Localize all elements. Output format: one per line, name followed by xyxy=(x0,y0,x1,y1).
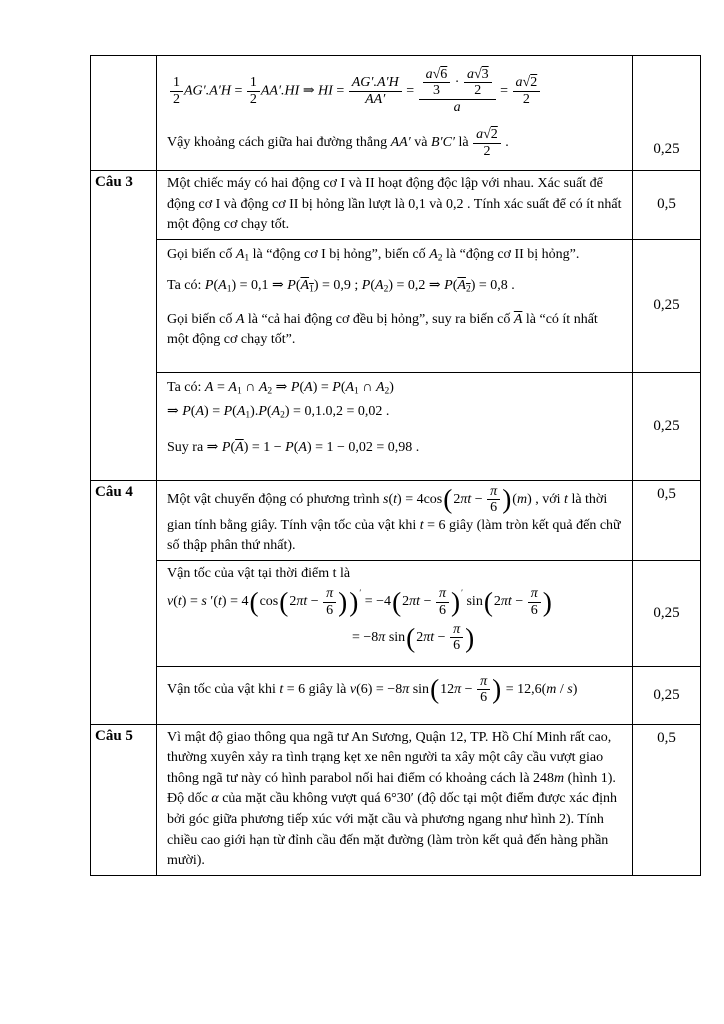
question-label-cau-4: Câu 4 xyxy=(91,480,157,724)
cau4-velocity-at-t6: Vận tốc của vật khi t = 6 giây là v(6) = −8π sin(12π − $\frac{\pi}{6}$ ) = 12,6(m / s) xyxy=(167,673,578,706)
score-cell: 0,25 xyxy=(633,666,701,724)
cau3-result: Suy ra ⇒ $P(\overline{A}) = 1 - P(A) = 1 - 0,02 = 0,98$ . xyxy=(167,439,420,455)
cau4-solution-step2 xyxy=(157,666,633,724)
table-row xyxy=(91,480,701,560)
cau3-solution-step1 xyxy=(157,239,633,372)
cau5-statement: Vì mật độ giao thông qua ngã tư An Sương, Quận 12, TP. Hồ Chí Minh rất cao, thường xuyên xảy ra tình trạng kẹt xe nên người ta xây một cây cầu vượt giao thông ngã tư này có hình parabol nối hai điểm có khoảng cách là 248m (hình 1). Độ dốc α của mặt cầu không vượt quá 6°30′ (độ dốc tại một điểm được xác định bởi góc giữa phương tiếp xúc với mặt cầu và phương ngang như hình 2). Tính chiều cao giới hạn từ đỉnh cầu đến mặt đường (làm tròn kết quả đến hàng phần mười). xyxy=(157,724,633,875)
table-row xyxy=(91,666,701,724)
score-cell: 0,5 xyxy=(633,171,701,240)
table-row xyxy=(91,171,701,240)
table-row xyxy=(91,239,701,372)
formula-hi-derivation: $\frac{1}{2}$ AG′.A′H = $\frac{1}{2}$ AA′.HI ⇒ HI = $\frac{AG'.A'H}{AA'}$ = $\frac{a√6}{3}$ · $\frac{a√3}{2}$ a = $\frac{a√2}{2}$ xyxy=(169,67,623,115)
cau4-velocity-intro: Vận tốc của vật tại thời điểm t là xyxy=(167,565,351,581)
score-cell: 0,25 xyxy=(633,56,701,171)
cau4-derivative: v(t) = s ′(t) = 4(cos(2πt − $\frac{\pi}{6}$ ))′ = −4(2πt − $\frac{\pi}{6}$ )′ sin(2πt − $\frac{\pi}{6}$ ) xyxy=(167,586,552,618)
cau3-complement-event: Gọi biến cố A là “cả hai động cơ đều bị hỏng”, suy ra biến cố $\overline{A}$ là “có ít nhất một động cơ chạy tốt”. xyxy=(167,311,598,348)
question-label-cau-5: Câu 5 xyxy=(91,724,157,875)
table-row xyxy=(91,372,701,480)
cau3-solution-step2 xyxy=(157,372,633,480)
cau4-derivative-simplified: = −8π sin(2πt − $\frac{\pi}{6}$ ) xyxy=(352,622,475,654)
table-row xyxy=(91,560,701,666)
question-label-cau-3: Câu 3 xyxy=(91,171,157,481)
score-cell: 0,5 xyxy=(633,480,701,560)
cau3-define-events: Gọi biến cố $A_1$ là “động cơ I bị hỏng”, biến cố $A_2$ là “động cơ II bị hỏng”. xyxy=(167,246,580,264)
score-cell: 0,5 xyxy=(633,724,701,875)
conclusion-distance: Vậy khoảng cách giữa hai đường thẳng AA′ và B′C′ là $\frac{a√2}{2}$ . xyxy=(167,127,509,159)
score-cell: 0,25 xyxy=(633,239,701,372)
cau3-statement: Một chiếc máy có hai động cơ I và II hoạt động độc lập với nhau. Xác suất để động cơ I và động cơ II bị hỏng lần lượt là 0,1 và 0,2 . Tính xác suất để có ít nhất một động cơ chạy tốt. xyxy=(157,171,633,240)
cau4-solution-step1 xyxy=(157,560,633,666)
prev-question-solution xyxy=(157,56,633,171)
cau3-intersection: Ta có: $A = A_1$ ∩ $A_2$ ⇒ $P(A) = P(A_1$ ∩ $A_2$) xyxy=(167,379,394,397)
cau4-statement: Một vật chuyển động có phương trình s(t) = 4cos(2πt − $\frac{\pi}{6}$ )(m) , với t là thời gian tính bằng giây. Tính vận tốc của vật khi t = 6 giây (làm tròn kết quả đến chữ số thập phân thứ nhất). xyxy=(157,480,633,560)
answer-key-table xyxy=(90,55,701,876)
table-row xyxy=(91,724,701,875)
score-cell: 0,25 xyxy=(633,560,701,666)
cau3-product: ⇒ $P(A) = P(A_1).P(A_2) = 0,1.0,2 = 0,02$ . xyxy=(167,404,390,421)
table-row xyxy=(91,56,701,171)
cau3-probabilities: Ta có: $P(A_1) = 0,1$ ⇒ $P(A_1) = 0,9$ ; $P(A_2) = 0,2$ ⇒ $P(A_2) = 0,8$ . xyxy=(167,278,515,295)
question-label-empty xyxy=(91,56,157,171)
score-cell: 0,25 xyxy=(633,372,701,480)
